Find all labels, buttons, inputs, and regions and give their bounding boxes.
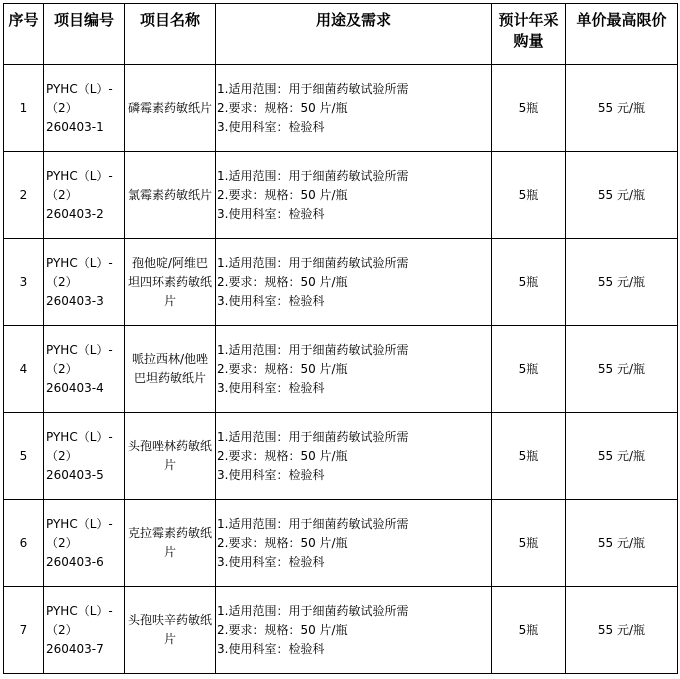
header-code: 项目编号	[44, 4, 125, 65]
code-line: PYHC（L）-	[46, 168, 113, 183]
row-seq: 6	[4, 500, 44, 587]
table-row	[4, 500, 678, 587]
table-row	[4, 587, 678, 674]
header-seq: 序号	[4, 4, 44, 65]
table-row	[4, 239, 678, 326]
row-seq: 5	[4, 413, 44, 500]
row-price: 55 元/瓶	[566, 239, 678, 326]
row-code	[44, 500, 125, 587]
header-quantity: 预计年采购量	[492, 4, 566, 65]
row-code	[44, 587, 125, 674]
code-line: 260403-7	[46, 641, 104, 656]
row-seq: 2	[4, 152, 44, 239]
row-quantity: 5瓶	[492, 239, 566, 326]
row-name: 头孢呋辛药敏纸片	[125, 587, 216, 674]
row-seq: 1	[4, 65, 44, 152]
row-price: 55 元/瓶	[566, 500, 678, 587]
code-line: PYHC（L）-	[46, 81, 113, 96]
requirement-line: 2.要求：规格：50 片/瓶	[217, 100, 348, 115]
row-requirements	[216, 65, 492, 152]
row-price: 55 元/瓶	[566, 152, 678, 239]
row-name: 氯霉素药敏纸片	[125, 152, 216, 239]
code-line: （2）	[46, 535, 78, 550]
row-requirements	[216, 587, 492, 674]
requirement-line: 3.使用科室：检验科	[217, 467, 325, 482]
code-line: 260403-2	[46, 206, 104, 221]
row-quantity: 5瓶	[492, 326, 566, 413]
table-row	[4, 413, 678, 500]
code-line: PYHC（L）-	[46, 603, 113, 618]
code-line: （2）	[46, 361, 78, 376]
row-requirements	[216, 500, 492, 587]
code-line: （2）	[46, 100, 78, 115]
code-line: 260403-1	[46, 119, 104, 134]
row-code	[44, 152, 125, 239]
code-line: PYHC（L）-	[46, 342, 113, 357]
row-requirements	[216, 239, 492, 326]
code-line: 260403-4	[46, 380, 104, 395]
requirement-line: 1.适用范围：用于细菌药敏试验所需	[217, 81, 409, 96]
row-price: 55 元/瓶	[566, 65, 678, 152]
row-name: 克拉霉素药敏纸片	[125, 500, 216, 587]
row-name: 哌拉西林/他唑巴坦药敏纸片	[125, 326, 216, 413]
requirement-line: 1.适用范围：用于细菌药敏试验所需	[217, 603, 409, 618]
table-row	[4, 152, 678, 239]
table-row	[4, 65, 678, 152]
code-line: 260403-5	[46, 467, 104, 482]
row-seq: 3	[4, 239, 44, 326]
requirement-line: 3.使用科室：检验科	[217, 554, 325, 569]
row-price: 55 元/瓶	[566, 587, 678, 674]
code-line: 260403-6	[46, 554, 104, 569]
requirement-line: 1.适用范围：用于细菌药敏试验所需	[217, 168, 409, 183]
row-code	[44, 239, 125, 326]
table-row	[4, 326, 678, 413]
row-quantity: 5瓶	[492, 587, 566, 674]
requirement-line: 1.适用范围：用于细菌药敏试验所需	[217, 342, 409, 357]
requirement-line: 3.使用科室：检验科	[217, 380, 325, 395]
code-line: （2）	[46, 448, 78, 463]
header-price: 单价最高限价	[566, 4, 678, 65]
row-requirements	[216, 413, 492, 500]
requirement-line: 2.要求：规格：50 片/瓶	[217, 535, 348, 550]
row-quantity: 5瓶	[492, 65, 566, 152]
code-line: 260403-3	[46, 293, 104, 308]
code-line: （2）	[46, 274, 78, 289]
header-name: 项目名称	[125, 4, 216, 65]
row-requirements	[216, 326, 492, 413]
row-requirements	[216, 152, 492, 239]
requirement-line: 1.适用范围：用于细菌药敏试验所需	[217, 516, 409, 531]
row-seq: 7	[4, 587, 44, 674]
row-name: 孢他啶/阿维巴坦四环素药敏纸片	[125, 239, 216, 326]
requirement-line: 2.要求：规格：50 片/瓶	[217, 274, 348, 289]
requirement-line: 2.要求：规格：50 片/瓶	[217, 622, 348, 637]
header-row	[4, 4, 678, 65]
requirement-line: 1.适用范围：用于细菌药敏试验所需	[217, 255, 409, 270]
requirement-line: 3.使用科室：检验科	[217, 206, 325, 221]
row-quantity: 5瓶	[492, 413, 566, 500]
requirement-line: 2.要求：规格：50 片/瓶	[217, 448, 348, 463]
code-line: PYHC（L）-	[46, 255, 113, 270]
header-requirements: 用途及需求	[216, 4, 492, 65]
requirement-line: 3.使用科室：检验科	[217, 641, 325, 656]
row-code	[44, 413, 125, 500]
table-body	[4, 65, 678, 674]
row-name: 磷霉素药敏纸片	[125, 65, 216, 152]
requirement-line: 1.适用范围：用于细菌药敏试验所需	[217, 429, 409, 444]
row-quantity: 5瓶	[492, 500, 566, 587]
requirement-line: 2.要求：规格：50 片/瓶	[217, 187, 348, 202]
row-price: 55 元/瓶	[566, 413, 678, 500]
row-code	[44, 65, 125, 152]
requirement-line: 2.要求：规格：50 片/瓶	[217, 361, 348, 376]
code-line: PYHC（L）-	[46, 429, 113, 444]
code-line: （2）	[46, 187, 78, 202]
row-name: 头孢唑林药敏纸片	[125, 413, 216, 500]
procurement-table	[3, 3, 678, 674]
row-price: 55 元/瓶	[566, 326, 678, 413]
row-seq: 4	[4, 326, 44, 413]
code-line: PYHC（L）-	[46, 516, 113, 531]
code-line: （2）	[46, 622, 78, 637]
requirement-line: 3.使用科室：检验科	[217, 119, 325, 134]
requirement-line: 3.使用科室：检验科	[217, 293, 325, 308]
row-quantity: 5瓶	[492, 152, 566, 239]
table-header	[4, 4, 678, 65]
row-code	[44, 326, 125, 413]
